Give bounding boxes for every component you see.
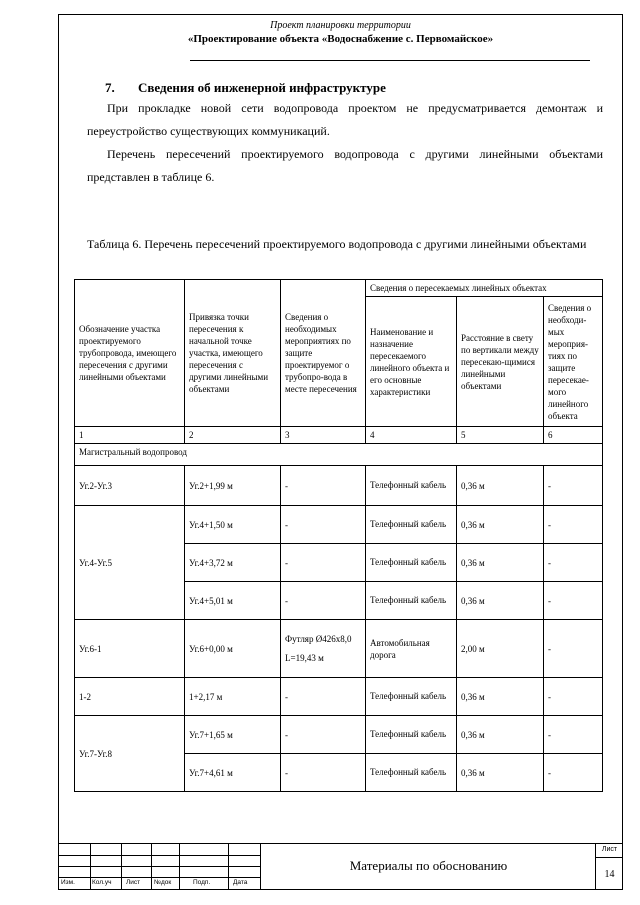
section-title: Сведения об инженерной инфраструктуре xyxy=(138,80,386,95)
object-cell: Автомобильная дорога xyxy=(366,620,457,678)
column-number: 2 xyxy=(185,427,281,444)
stamp-label: №док xyxy=(154,879,172,886)
column-number: 4 xyxy=(366,427,457,444)
header-cell: Сведения о необходимых мероприятиях по защите проектируемог о трубопро-вода в месте пересечения xyxy=(281,280,366,427)
table-row xyxy=(75,620,603,678)
object-cell: Телефонный кабель xyxy=(366,678,457,716)
protect-cell: - xyxy=(281,466,366,506)
measures-cell: - xyxy=(544,620,603,678)
distance-cell: 0,36 м xyxy=(457,716,544,754)
table-row xyxy=(75,466,603,506)
measures-cell: - xyxy=(544,506,603,544)
header-cell: Привязка точки пересечения к начальной точке участка, имеющего пересечения с другими линейными объектами xyxy=(185,280,281,427)
header-cell: Сведения о необходи-мых мероприя-тиях по защите пересекае-мого линейного объекта xyxy=(544,297,603,427)
object-cell: Телефонный кабель xyxy=(366,582,457,620)
measures-cell: - xyxy=(544,582,603,620)
section-number: 7. xyxy=(105,80,115,95)
column-number: 3 xyxy=(281,427,366,444)
header-cell: Расстояние в свету по вертикали между пересекаю-щимися линейными объектами xyxy=(457,297,544,427)
point-cell: Уг.6+0,00 м xyxy=(185,620,281,678)
header-cell: Наименование и назначение пересекаемого линейного объекта и его основные характеристики xyxy=(366,297,457,427)
paragraph-1: При прокладке новой сети водопровода проектом не предусматривается демонтаж и переустройство существующих коммуникаций. xyxy=(87,101,603,138)
table-row xyxy=(75,678,603,716)
section-cell: Уг.4-Уг.5 xyxy=(75,506,185,620)
protect-cell: - xyxy=(281,582,366,620)
document-title: Материалы по обоснованию xyxy=(349,858,508,873)
sheet-label: Лист xyxy=(601,846,618,853)
table-row xyxy=(75,506,603,544)
point-cell: Уг.4+3,72 м xyxy=(185,544,281,582)
object-cell: Телефонный кабель xyxy=(366,466,457,506)
measures-cell: - xyxy=(544,716,603,754)
object-cell: Телефонный кабель xyxy=(366,506,457,544)
column-number: 5 xyxy=(457,427,544,444)
group-row: Магистральный водопровод xyxy=(75,444,603,466)
point-cell: Уг.2+1,99 м xyxy=(185,466,281,506)
measures-cell: - xyxy=(544,678,603,716)
protect-cell: Футляр Ø426х8,0 L=19,43 м xyxy=(281,620,366,678)
header-group-cell: Сведения о пересекаемых линейных объектах xyxy=(366,280,603,297)
section-cell: 1-2 xyxy=(75,678,185,716)
distance-cell: 0,36 м xyxy=(457,466,544,506)
protect-cell: - xyxy=(281,544,366,582)
section-cell: Уг.7-Уг.8 xyxy=(75,716,185,792)
stamp-label: Дата xyxy=(233,879,248,886)
section-cell: Уг.2-Уг.3 xyxy=(75,466,185,506)
measures-cell: - xyxy=(544,754,603,792)
point-cell: 1+2,17 м xyxy=(185,678,281,716)
distance-cell: 0,36 м xyxy=(457,544,544,582)
measures-cell: - xyxy=(544,466,603,506)
measures-cell: - xyxy=(544,544,603,582)
protect-cell: - xyxy=(281,506,366,544)
table-caption: Таблица 6. Перечень пересечений проектируемого водопровода с другими линейными объектами xyxy=(87,237,587,251)
section-cell: Уг.6-1 xyxy=(75,620,185,678)
header-cell: Обозначение участка проектируемого трубопровода, имеющего пересечения с другими линейными объектами xyxy=(75,280,185,427)
object-cell: Телефонный кабель xyxy=(366,544,457,582)
stamp-label: Изм. xyxy=(61,879,75,886)
table-row xyxy=(75,716,603,754)
column-number: 1 xyxy=(75,427,185,444)
protect-cell: - xyxy=(281,678,366,716)
distance-cell: 2,00 м xyxy=(457,620,544,678)
object-cell: Телефонный кабель xyxy=(366,754,457,792)
distance-cell: 0,36 м xyxy=(457,582,544,620)
intersections-table xyxy=(74,279,603,792)
point-cell: Уг.4+5,01 м xyxy=(185,582,281,620)
distance-cell: 0,36 м xyxy=(457,754,544,792)
column-number: 6 xyxy=(544,427,603,444)
header-project: Проект планировки территории xyxy=(270,20,411,31)
stamp-label: Кол.уч xyxy=(92,879,112,886)
point-cell: Уг.7+4,61 м xyxy=(185,754,281,792)
distance-cell: 0,36 м xyxy=(457,506,544,544)
section-heading xyxy=(105,80,386,96)
stamp-label: Подп. xyxy=(193,879,211,886)
stamp-label: Лист xyxy=(126,879,141,886)
sheet-number: 14 xyxy=(604,869,615,880)
paragraph-2: Перечень пересечений проектируемого водопровода с другими линейными объектами представлен в таблице 6. xyxy=(87,147,603,184)
header-divider xyxy=(190,60,590,61)
protect-cell: - xyxy=(281,754,366,792)
header-object: «Проектирование объекта «Водоснабжение с. Первомайское» xyxy=(187,33,494,45)
distance-cell: 0,36 м xyxy=(457,678,544,716)
point-cell: Уг.7+1,65 м xyxy=(185,716,281,754)
point-cell: Уг.4+1,50 м xyxy=(185,506,281,544)
protect-cell: - xyxy=(281,716,366,754)
object-cell: Телефонный кабель xyxy=(366,716,457,754)
